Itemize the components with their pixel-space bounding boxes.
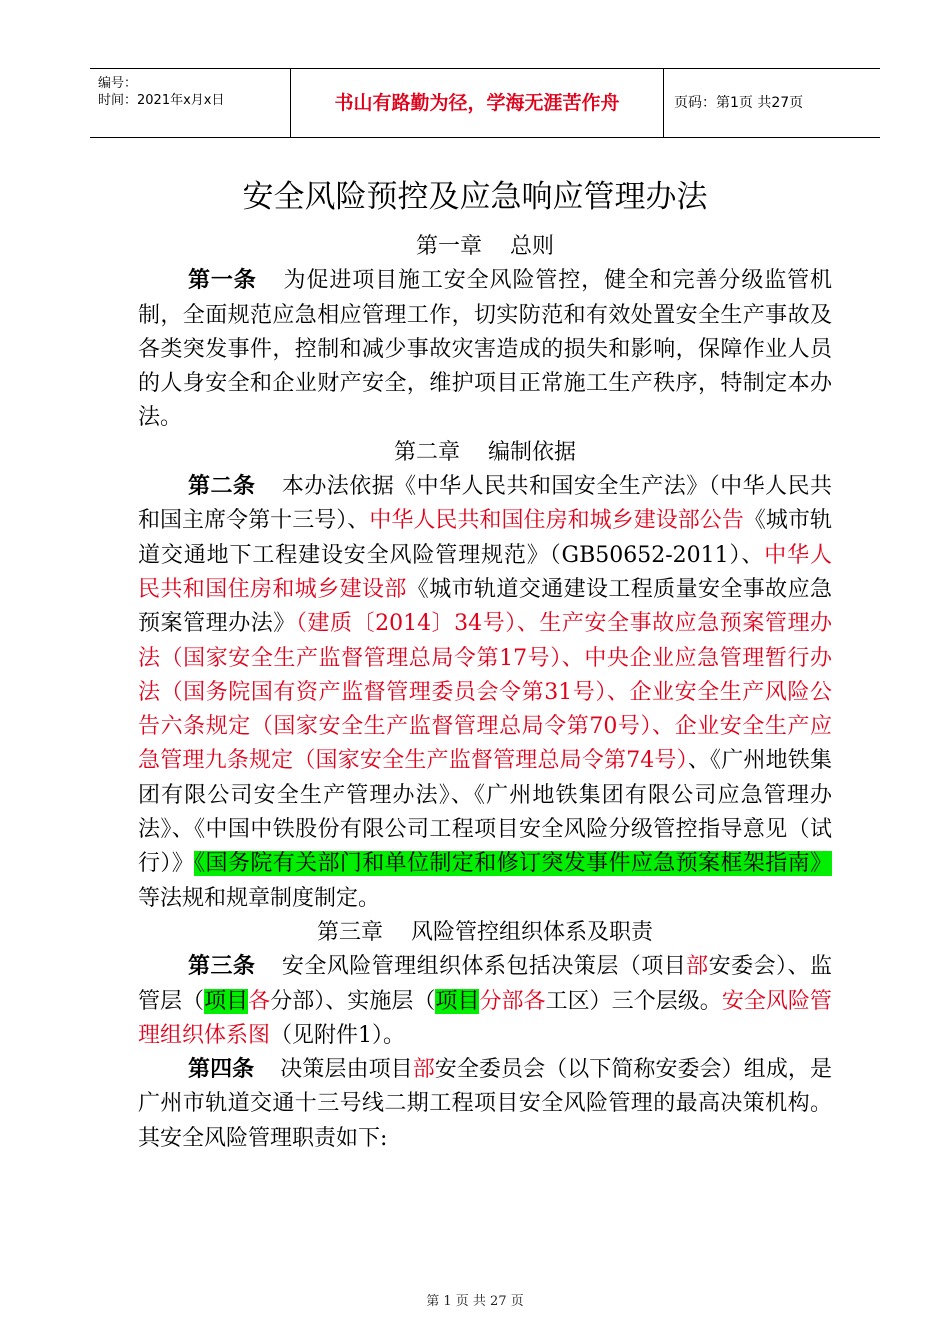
- document-title: 安全风险预控及应急响应管理办法: [242, 179, 708, 215]
- chapter-number: 第三章: [316, 919, 383, 945]
- article-text: 安全委员会（以下简称安委会）组成，是广州市轨道交通十三号线二期工程项目安全风险管理的最高决策机构。其安全风险管理职责如下:: [138, 1057, 832, 1151]
- article-paragraph: [138, 1053, 832, 1156]
- chapter-name: 风险管控组织体系及职责: [411, 919, 654, 945]
- article-text: 、《广州地铁集团有限公司安全生产管理办法》、《广州地铁集团有限公司应急管理办法》、《中国中铁股份有限公司工程项目安全风险分级管控指导意见（试行）》: [138, 748, 832, 877]
- article-text: 为促进项目施工安全风险管控，健全和完善分级监管机制，全面规范应急相应管理工作，切实防范和有效处置安全生产事故及各类突发事件，控制和减少事故灾害造成的损失和影响，保障作业人员的人身安全和企业财产安全，维护项目正常施工生产秩序，特制定本办法。: [138, 268, 832, 431]
- article-label: 第四条: [188, 1057, 255, 1083]
- red-text: 中华人民共和国住房和城乡建设部: [138, 542, 832, 602]
- chapter-number: 第二章: [393, 439, 460, 465]
- article-text: 《城市轨道交通地下工程建设安全风险管理规范》（GB50652-2011）、: [138, 508, 832, 568]
- article-paragraph: [138, 950, 832, 1053]
- article-text: 安全风险管理组织体系包括决策层（项目: [281, 954, 687, 980]
- article-paragraph: [138, 470, 832, 916]
- article-text: 分部）、实施层（: [270, 988, 436, 1014]
- red-text: 安全风险管理组织体系图: [138, 988, 832, 1048]
- chapter-heading: [138, 916, 832, 950]
- highlighted-text: 《国务院有关部门和单位制定和修订突发事件应急预案框架指南》: [194, 851, 832, 877]
- article-text: 安委会）、监管层（: [138, 954, 832, 1014]
- article-text: 决策层由项目: [280, 1057, 413, 1083]
- highlighted-text: 项目: [204, 988, 249, 1014]
- code-label: 编号：: [98, 76, 138, 91]
- article-label: 第三条: [188, 954, 256, 980]
- chapter-heading: [138, 436, 832, 470]
- chapter-name: 总则: [510, 234, 555, 259]
- page-footer: 第 1 页 共 27 页: [426, 1294, 524, 1309]
- red-text: 各: [248, 988, 271, 1014]
- header-meta: [90, 69, 290, 137]
- article-text: 本办法依据《中华人民共和国安全生产法》（中华人民共和国主席令第十三号）、: [138, 474, 832, 534]
- document-header: [90, 68, 880, 138]
- red-text: （建质〔2014〕34号）、生产安全事故应急预案管理办法（国家安全生产监督管理总局令第17号）、中央企业应急管理暂行办法（国务院国有资产监督管理委员会令第31号）、企业安全生产风险公告六条规定（国家安全生产监督管理总局令第70号）、企业安全生产应急管理九条规定（国家安全生产监督管理总局令第74号）: [138, 611, 832, 774]
- document-body: [138, 230, 832, 1156]
- header-page-info: 页码：第1页 共27页: [674, 95, 804, 111]
- chapter-number: 第一章: [415, 234, 482, 259]
- article-text: 《城市轨道交通建设工程质量安全事故应急预案管理办法》: [138, 576, 832, 637]
- article-text: 工区）三个层级。: [545, 988, 722, 1014]
- chapter-name: 编制依据: [488, 439, 577, 465]
- red-text: 分部各: [479, 988, 546, 1014]
- header-motto: 书山有路勤为径，学海无涯苦作舟: [290, 69, 664, 137]
- article-paragraph: [138, 264, 832, 435]
- red-text: 中华人民共和国住房和城乡建设部公告: [369, 508, 744, 534]
- article-label: 第二条: [188, 474, 256, 500]
- time-label: 时间：2021年x月x日: [98, 93, 225, 108]
- article-label: 第一条: [188, 268, 257, 294]
- red-text: 部: [412, 1057, 435, 1083]
- article-text: 等法规和规章制度制定。: [138, 885, 381, 911]
- highlighted-text: 项目: [435, 988, 480, 1014]
- chapter-heading: [138, 230, 832, 264]
- red-text: 部: [686, 954, 709, 980]
- article-text: （见附件1）。: [270, 1022, 406, 1048]
